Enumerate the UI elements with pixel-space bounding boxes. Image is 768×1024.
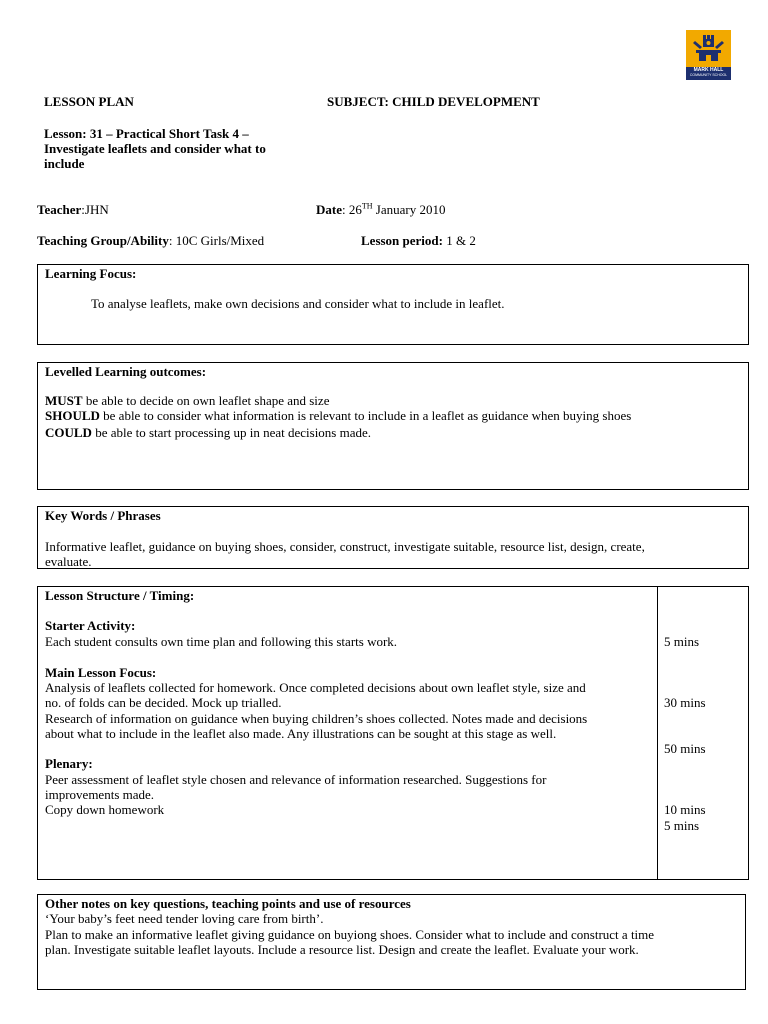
notes-line3: plan. Investigate suitable leaflet layouts. Include a resource list. Design and create the leaflet. Evaluate your work. [45,942,639,957]
timing-main-analysis: 30 mins [664,695,706,710]
timing-homework: 5 mins [664,818,700,833]
school-logo [686,30,731,80]
date-prefix: : 26 [342,202,362,217]
outcome-should [45,408,631,423]
main-heading: Main Lesson Focus: [45,665,157,680]
learning-focus-heading: Learning Focus: [45,266,137,281]
period-label: Lesson period: [361,233,443,248]
learning-focus-box [37,264,749,345]
lesson-title-line3: include [44,156,85,171]
should-text: be able to consider what information is relevant to include in a leaflet as guidance when buying shoes [99,408,632,423]
timing-starter: 5 mins [664,634,700,649]
plenary-line2: improvements made. [45,787,155,802]
logo-name: MARK HALL [693,67,724,73]
key-words-box [37,506,749,569]
outcome-could [45,425,371,440]
teacher-value: :JHN [81,202,109,217]
lesson-title-line2: Investigate leaflets and consider what to [44,141,266,156]
group-value: : 10C Girls/Mixed [168,233,265,248]
learning-outcomes-box [37,362,749,490]
main-line1: Analysis of leaflets collected for homework. Once completed decisions about own leaflet style, size and [45,680,586,695]
period-value: 1 & 2 [442,233,476,248]
timing-column-divider [657,587,658,879]
key-words-line2: evaluate. [45,554,92,569]
lesson-structure-box [37,586,749,880]
starter-text: Each student consults own time plan and following this starts work. [45,634,398,649]
notes-heading: Other notes on key questions, teaching points and use of resources [45,896,411,911]
plenary-heading: Plenary: [45,756,93,771]
main-line4: about what to include in the leaflet also made. Any illustrations can be sought at this stage as well. [45,726,557,741]
subject-title: SUBJECT: CHILD DEVELOPMENT [327,94,540,109]
logo-subname: COMMUNITY SCHOOL [689,73,728,77]
notes-line1: ‘Your baby’s feet need tender loving care from birth’. [45,911,324,926]
structure-heading: Lesson Structure / Timing: [45,588,195,603]
group-label: Teaching Group/Ability [37,233,169,248]
timing-main-research: 50 mins [664,741,706,756]
castle-crest-icon [692,33,725,67]
teacher-label: Teacher [37,202,82,217]
group-row [37,233,264,248]
notes-line2: Plan to make an informative leaflet giving guidance on buyiong shoes. Consider what to include and construct a time [45,927,655,942]
plenary-line3: Copy down homework [45,802,165,817]
could-label: COULD [45,425,92,440]
key-words-heading: Key Words / Phrases [45,508,161,523]
main-line2: no. of folds can be decided. Mock up trialled. [45,695,282,710]
plenary-line1: Peer assessment of leaflet style chosen and relevance of information researched. Suggestions for [45,772,547,787]
main-line3: Research of information on guidance when buying children’s shoes collected. Notes made and decisions [45,711,588,726]
period-row [361,233,476,248]
learning-focus-text: To analyse leaflets, make own decisions and consider what to include in leaflet. [91,296,505,311]
timing-plenary: 10 mins [664,802,706,817]
should-label: SHOULD [45,408,100,423]
must-text: be able to decide on own leaflet shape and size [82,393,330,408]
must-label: MUST [45,393,83,408]
lesson-title-line1: Lesson: 31 – Practical Short Task 4 – [44,126,249,141]
starter-heading: Starter Activity: [45,618,136,633]
teacher-row [37,202,109,217]
lesson-plan-title: LESSON PLAN [44,94,134,109]
date-superscript: TH [361,201,373,211]
date-label: Date [316,202,342,217]
date-row [316,202,445,217]
other-notes-box [37,894,746,990]
date-suffix: January 2010 [372,202,446,217]
could-text: be able to start processing up in neat decisions made. [91,425,372,440]
outcomes-heading: Levelled Learning outcomes: [45,364,207,379]
key-words-line1: Informative leaflet, guidance on buying shoes, consider, construct, investigate suitable, resource list, design, create, [45,539,645,554]
outcome-must [45,393,329,408]
